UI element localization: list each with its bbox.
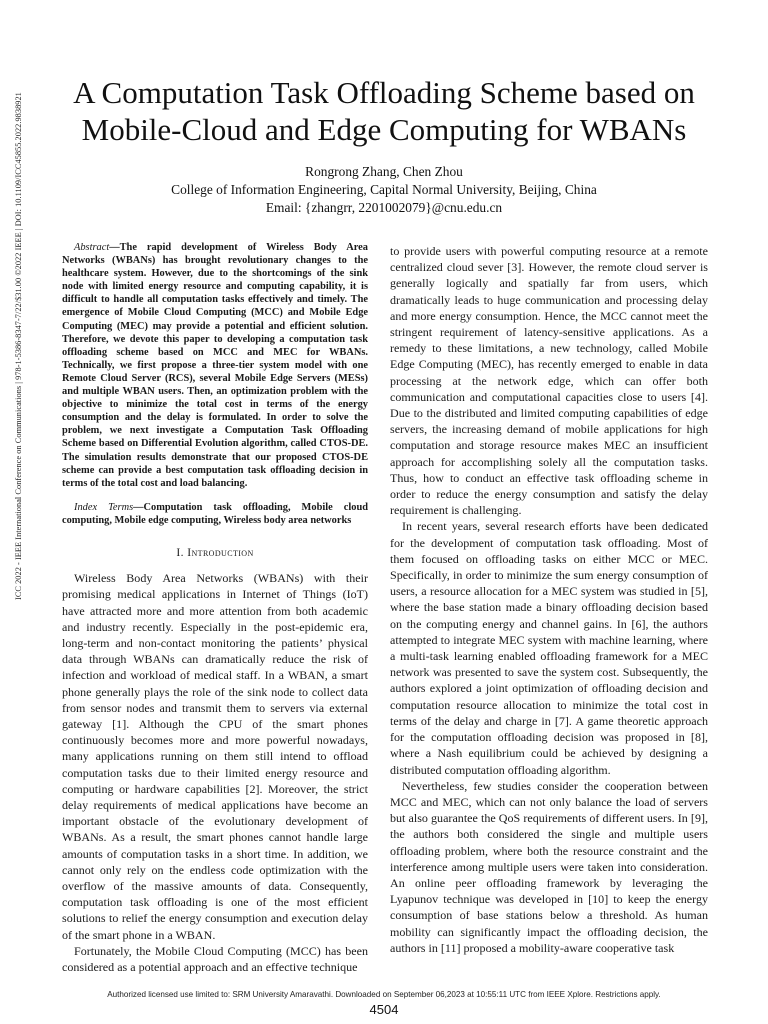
title-line-2: Mobile-Cloud and Edge Computing for WBANs xyxy=(81,112,687,147)
abstract-label: Abstract xyxy=(74,242,110,253)
section-number: I. xyxy=(176,545,184,559)
author-affiliation: College of Information Engineering, Capital Normal University, Beijing, China xyxy=(171,182,597,197)
index-terms xyxy=(62,501,368,527)
index-terms-text: —Computation task offloading, Mobile cloud computing, Mobile edge computing, Wireless body area networks xyxy=(62,501,368,526)
author-email: Email: {zhangrr, 2201002079}@cnu.edu.cn xyxy=(265,200,503,215)
section-heading xyxy=(62,545,368,561)
right-column xyxy=(390,243,708,956)
side-citation-text: ICC 2022 - IEEE International Conference on Communications | 978-1-5386-8347-7/22/$31.00 ©2022 IEEE | DOI: 10.1109/ICC45855.2022.9838921 xyxy=(14,92,23,600)
left-column xyxy=(62,241,368,975)
title-line-1: A Computation Task Offloading Scheme based on xyxy=(73,75,695,110)
paragraph: In recent years, several research efforts have been dedicated for the development of computation task offloading. Most of them focused on offloading tasks on either MCC or MEC. Specifically, in order to minimize the sum energy consumption of users, a resource allocation for a MEC system was studied in [5], where the base station made a binary offloading decision based on the computing energy and channel gains. In [6], the authors attempted to integrate MEC system with machine learning, where a multi-task learning enabled offloading framework for a MEC network was presented to save the system cost. Subsequently, the authors explored a joint optimization of offloading decision and computation resource allocation to minimize the total cost in terms of the delay and charge in [7]. A game theoretic approach for the computation offloading decision was proposed in [8], where a Nash equilibrium could be achieved by designing a distributed computation offloading algorithm. xyxy=(390,519,708,777)
license-footer: Authorized licensed use limited to: SRM University Amaravathi. Downloaded on September 06,2023 at 10:55:11 UTC from IEEE Xplore. Restrictions apply. xyxy=(107,990,661,999)
author-block xyxy=(40,163,728,217)
section-title: Introduction xyxy=(187,545,254,559)
paragraph: Fortunately, the Mobile Cloud Computing (MCC) has been considered as a potential approach and an effective technique xyxy=(62,943,368,975)
paragraph: Nevertheless, few studies consider the cooperation between MCC and MEC, which can not only balance the load of servers but also guarantee the QoS requirements of different users. In [9], the authors both considered the single and multiple users offloading problem, where both the resource constraint and the interference among multiple users were taken into consideration. An online peer offloading framework by leveraging the Lyapunov technique was developed in [10] to keep the energy consumption of base stations below a threshold. As human mobility can significantly impact the offloading decision, the authors in [11] proposed a mobility-aware cooperative task xyxy=(390,778,708,955)
paragraph: to provide users with powerful computing resource at a remote centralized cloud sever [3]. However, the remote cloud server is generally logically and spatially far from users, which dramatically leads to huge communication and processing delay and more energy consumption. Hence, the MCC cannot meet the stringent requirement of latency-sensitive applications. As a remedy to these limitations, a new technology, called Mobile Edge Computing (MEC), has recently emerged to enable in data processing at the network edge, which can offer both communication and computational capacities close to users [4]. Due to the distributed and limited computing capabilities of edge servers, the increasing demand of mobile applications for high computation and storage resource makes MEC an insufficient approach for accomplishing solely all the computation tasks. Thus, how to conduct an effective task offloading scheme in order to reduce the energy consumption and satisfy the delay requirement is challenging. xyxy=(390,244,708,518)
paper-title xyxy=(40,74,728,148)
index-terms-label: Index Terms xyxy=(74,501,134,513)
author-names: Rongrong Zhang, Chen Zhou xyxy=(305,164,463,179)
paragraph: Wireless Body Area Networks (WBANs) with their promising medical applications in Internet of Things (IoT) have attracted more and more attention from both academic and industry recently. Especially in the post-epidemic era, long-term and non-contact monitoring the patients’ physical data through WBANs can dramatically reduce the risk of infection and workload of medical staff. In a WBAN, a smart phone generally plays the role of the sink node to collect data from sensor nodes and transmit them to servers via external gateway [1]. Although the CPU of the smart phones continuously becomes more and more powerful nowadays, many applications running on them still intend to offload computation tasks due to their limited energy resource and computing or hardware capabilities [2]. Moreover, the strict delay requirements of medical applications have become an important obstacle of the evolutionary development of WBANs. As a result, the smart phones cannot handle large amounts of computation tasks in a short time. In addition, we cannot only rely on the endless code optimization with the overflow of the massive amounts of data. Consequently, computation task offloading is one of the most efficient solutions to relief the energy consumption and execution delay of the smart phone in a WBAN. xyxy=(62,571,368,942)
abstract xyxy=(62,241,368,490)
page-number: 4504 xyxy=(369,1002,399,1017)
abstract-text: —The rapid development of Wireless Body Area Networks (WBANs) has brought revolutionary changes to the healthcare system. However, due to the shortcomings of the sink node with limited energy resource and computing capability, it is difficult to handle all computation tasks effectively and timely. The emergence of Mobile Cloud Computing (MCC) and Mobile Edge Computing (MEC) may provide a potential and efficient solution. Therefore, we devote this paper to developing a computation task offloading scheme based on MCC and MEC for WBANs. Technically, we first propose a three-tier system model with one Remote Cloud Server (RCS), several Mobile Edge Servers (MESs) and multiple WBAN users. Then, an optimization problem with the objective to minimize the total cost in terms of the energy consumption and the delay is formulated. In order to solve the problem, we next investigate a Computation Task Offloading Scheme based on Differential Evolution algorithm, called CTOS-DE. The simulation results demonstrate that our proposed CTOS-DE scheme can provide a best computation task offloading decision in terms of the total cost and load balancing. xyxy=(62,242,368,489)
